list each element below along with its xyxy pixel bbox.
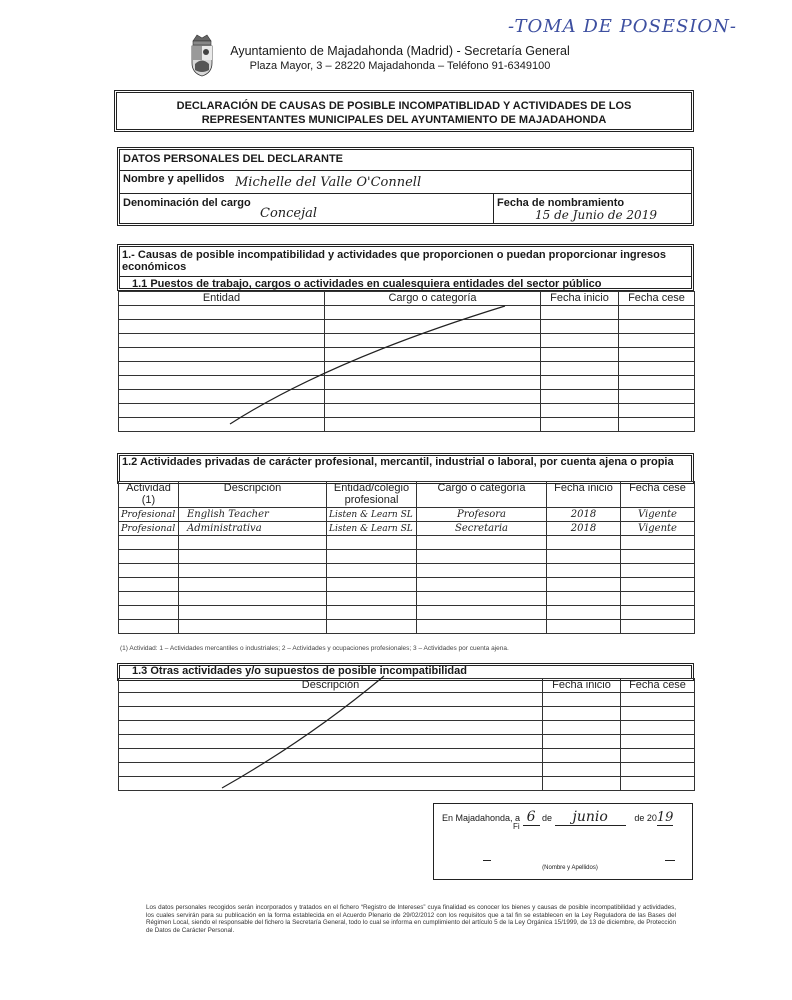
coat-of-arms-icon	[189, 33, 215, 77]
legal-notice: Los datos personales recogidos serán incorporados y tratados en el fichero “Registro de Intereses” cuya finalidad es conocer los bienes y causas de posible incompatibilidad y actividades, los cuales servirán para su publicación en la forma establecida en el Acuerdo Plenario de 29/02/2012 con los requisitos que a tal fin se establecen en la Ley Reguladora de las Bases del Régimen Local, siendo el responsable del fichero la Secretaría General, todo lo cual se informa en cumplimiento del artículo 5 de la Ley Orgánica 15/1999, de 13 de diciembre, de Protección de Datos de Carácter Personal.	[146, 904, 676, 934]
table-row	[119, 564, 695, 578]
section-1-1-title: 1.1 Puestos de trabajo, cargos o actividades en cualesquiera entidades del sector público	[132, 278, 602, 290]
table-row	[119, 763, 695, 777]
cell-descripcion: English Teacher	[179, 508, 327, 522]
col-entidad-colegio: Entidad/colegio profesional	[327, 482, 417, 508]
table-row	[119, 334, 695, 348]
table-row	[119, 606, 695, 620]
place-prefix: En Majadahonda, a	[442, 813, 521, 823]
cell-fecha-inicio: 2018	[547, 508, 621, 522]
col-cargo: Cargo o categoría	[417, 482, 547, 508]
name-label: Nombre y apellidos	[123, 173, 225, 185]
fecha-nombramiento-value: 15 de Junio de 2019	[535, 208, 657, 222]
signature-place	[442, 809, 673, 825]
table-row	[119, 348, 695, 362]
section-1-title: 1.- Causas de posible incompatibilidad y actividades que proporcionen o puedan proporcionar ingresos económicos	[122, 249, 666, 273]
form-title-line-1: DECLARACIÓN DE CAUSAS DE POSIBLE INCOMPATIBLIDAD Y ACTIVIDADES DE LOS	[176, 100, 632, 112]
table-1-3	[118, 678, 695, 791]
col-descripcion: Descripción	[119, 679, 543, 693]
section-1-2-title: 1.2 Actividades privadas de carácter profesional, mercantil, industrial o laboral, por cuenta ajena o propia	[122, 456, 674, 468]
table-row	[119, 418, 695, 432]
fecha-nombramiento-label: Fecha de nombramiento	[497, 197, 625, 209]
table-row	[119, 536, 695, 550]
signature-day: 6	[523, 809, 540, 826]
table-row	[119, 550, 695, 564]
handwritten-annotation: -TOMA DE POSESION-	[508, 16, 738, 37]
table-row	[119, 376, 695, 390]
section-1-3-title: 1.3 Otras actividades y/o supuestos de posible incompatibilidad	[132, 665, 467, 677]
table-row	[119, 578, 695, 592]
col-cargo: Cargo o categoría	[325, 292, 541, 306]
cell-entidad: Listen & Learn SL	[327, 522, 417, 536]
cell-descripcion: Administrativa	[179, 522, 327, 536]
table-row	[119, 693, 695, 707]
table-row	[119, 735, 695, 749]
table-row	[119, 620, 695, 634]
table-row	[119, 362, 695, 376]
col-entidad: Entidad	[119, 292, 325, 306]
table-1-1	[118, 291, 695, 432]
col-fecha-cese: Fecha cese	[621, 482, 695, 508]
table-1-2	[118, 481, 695, 634]
form-title-line-2: REPRESENTANTES MUNICIPALES DEL AYUNTAMIENTO DE MAJADAHONDA	[201, 114, 607, 126]
col-actividad: Actividad (1)	[119, 482, 179, 508]
col-fecha-inicio: Fecha inicio	[547, 482, 621, 508]
col-descripcion: Descripción	[179, 482, 327, 508]
cell-fecha-inicio: 2018	[547, 522, 621, 536]
table-row	[119, 404, 695, 418]
cell-fecha-cese: Vigente	[621, 522, 695, 536]
header-line-1: Ayuntamiento de Majadahonda (Madrid) - Secretaría General	[230, 44, 570, 58]
footnote-1-2: (1) Actividad: 1 – Actividades mercantiles o industriales; 2 – Actividades y ocupaciones profesionales; 3 – Actividades por cuenta ajena.	[120, 645, 509, 652]
signature-year: 19	[656, 810, 674, 825]
name-value: Michelle del Valle O'Connell	[235, 175, 422, 190]
table-row	[119, 749, 695, 763]
table-row	[119, 508, 695, 522]
header-line-2: Plaza Mayor, 3 – 28220 Majadahonda – Teléfono 91-6349100	[249, 60, 551, 72]
firma-label: Fi	[513, 822, 520, 831]
table-row	[119, 592, 695, 606]
table-row	[119, 522, 695, 536]
cell-actividad: Profesional	[119, 508, 179, 522]
de-1: de	[542, 813, 553, 823]
table-row	[119, 721, 695, 735]
table-row	[119, 777, 695, 791]
table-row	[119, 707, 695, 721]
table-row	[119, 320, 695, 334]
cargo-label: Denominación del cargo	[123, 197, 251, 209]
name-caption: (Nombre y Apellidos)	[542, 865, 598, 871]
cell-entidad: Listen & Learn SL	[327, 508, 417, 522]
cargo-value: Concejal	[260, 206, 318, 221]
cell-fecha-cese: Vigente	[621, 508, 695, 522]
cell-cargo: Secretaria	[417, 522, 547, 536]
col-fecha-cese: Fecha cese	[619, 292, 695, 306]
year-prefix: de 20	[634, 813, 657, 823]
table-row	[119, 390, 695, 404]
col-fecha-cese: Fecha cese	[621, 679, 695, 693]
col-fecha-inicio: Fecha inicio	[543, 679, 621, 693]
personal-section-title: DATOS PERSONALES DEL DECLARANTE	[123, 153, 344, 165]
col-fecha-inicio: Fecha inicio	[541, 292, 619, 306]
signature-month: junio	[555, 809, 626, 826]
cell-cargo: Profesora	[417, 508, 547, 522]
table-row	[119, 306, 695, 320]
cell-actividad: Profesional	[119, 522, 179, 536]
